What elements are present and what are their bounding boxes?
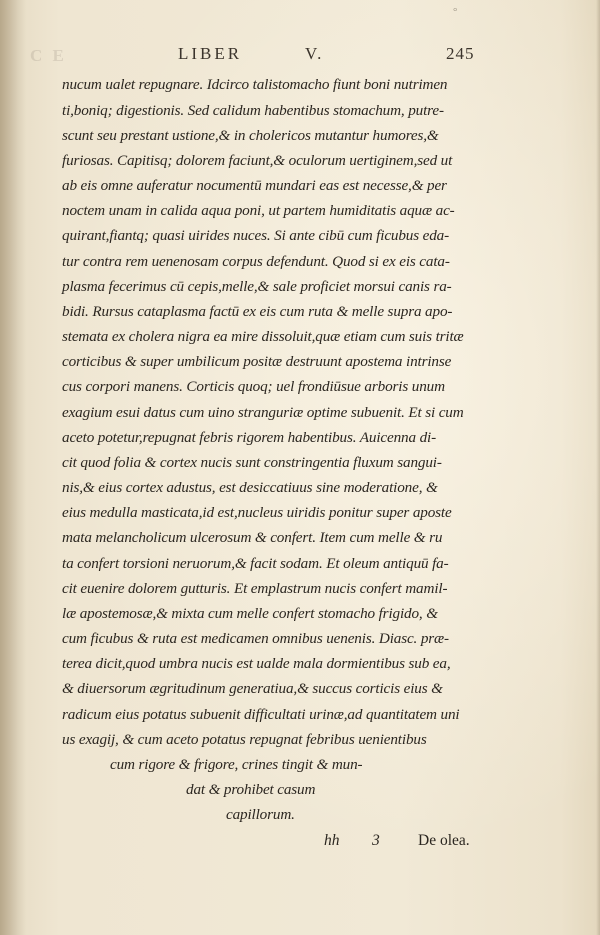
text-line: plasma fecerimus cū cepis,melle,& sale proficiet morsui canis ra- — [62, 278, 452, 295]
text-line: noctem unam in calida aqua poni, ut partem humiditatis aquæ ac- — [62, 202, 455, 219]
text-line: cit euenire dolorem gutturis. Et emplastrum nucis confert mamil- — [62, 580, 448, 597]
text-line: cus corpori manens. Corticis quoq; uel frondiūsue arboris unum — [62, 378, 445, 395]
text-line: furiosas. Capitisq; dolorem faciunt,& oculorum uertiginem,sed ut — [62, 152, 453, 169]
text-line: mata melancholicum ulcerosum & confert. Item cum melle & ru — [62, 529, 443, 546]
signature-mark: hh — [324, 832, 340, 849]
text-line: nucum ualet repugnare. Idcirco talistomacho fiunt boni nutrimen — [62, 76, 448, 93]
text-line: stemata ex cholera nigra ea mire dissoluit,quæ etiam cum suis tritæ — [62, 328, 464, 345]
show-through-text: C E — [30, 46, 67, 65]
catchword: De olea. — [418, 832, 470, 849]
text-line: ti,boniq; digestionis. Sed calidum habentibus stomachum, putre- — [62, 102, 444, 119]
text-line: cit quod folia & cortex nucis sunt constringentia fluxum sangui- — [62, 454, 442, 471]
corner-mark: ° — [453, 6, 458, 18]
text-line: tur contra rem uenenosam corpus defendunt. Quod si ex eis cata- — [62, 253, 450, 270]
signature-number: 3 — [372, 832, 380, 849]
text-line: ta confert torsioni neruorum,& facit sodam. Et oleum antiquū fa- — [62, 555, 449, 572]
text-line: terea dicit,quod umbra nucis est ualde mala dormientibus sub ea, — [62, 655, 451, 672]
text-line: dat & prohibet casum — [186, 781, 316, 798]
text-line: capillorum. — [226, 806, 295, 823]
text-line: scunt seu prestant ustione,& in cholericos mutantur humores,& — [62, 127, 439, 144]
text-line: læ apostemosæ,& mixta cum melle confert stomacho frigido, & — [62, 605, 438, 622]
text-line: nis,& eius cortex adustus, est desiccatiuus sine moderatione, & — [62, 479, 438, 496]
text-line: exagium esui datus cum uino stranguriæ optime subuenit. Et si cum — [62, 404, 464, 421]
text-line: quirant,fiantq; quasi uirides nuces. Si ante cibū cum ficubus eda- — [62, 227, 450, 244]
text-line: us exagij, & cum aceto potatus repugnat febribus uenientibus — [62, 731, 427, 748]
running-head-book-number: V. — [305, 44, 324, 63]
text-line: cum ficubus & ruta est medicamen omnibus uenenis. Diasc. præ- — [62, 630, 449, 647]
text-line: bidi. Rursus cataplasma factū ex eis cum ruta & melle supra apo- — [62, 303, 453, 320]
page-number: 245 — [446, 44, 475, 63]
text-line: cum rigore & frigore, crines tingit & mun- — [110, 756, 363, 773]
text-line: & diuersorum ægritudinum generatiua,& succus corticis eius & — [62, 680, 443, 697]
text-line: radicum eius potatus subuenit difficultati urinæ,ad quantitatem uni — [62, 706, 460, 723]
text-line: corticibus & super umbilicum positæ destruunt apostema intrinse — [62, 353, 452, 370]
text-line: eius medulla masticata,id est,nucleus uiridis ponitur super aposte — [62, 504, 452, 521]
text-line: ab eis omne auferatur nocumentū mundari eas est necesse,& per — [62, 177, 447, 194]
running-head-book: LIBER — [178, 44, 243, 63]
text-line: aceto potetur,repugnat febris rigorem habentibus. Auicenna di- — [62, 429, 436, 446]
